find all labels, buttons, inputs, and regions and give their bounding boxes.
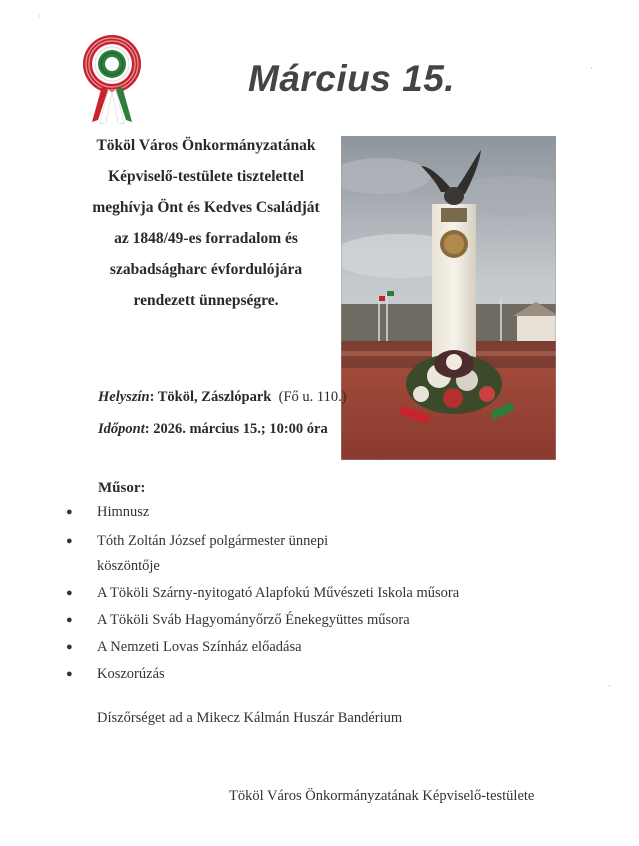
memorial-photo [341, 136, 556, 460]
invitation-line: az 1848/49-es forradalom és [114, 230, 298, 247]
bullet-icon: ● [66, 587, 73, 599]
invitation-line: Tököl Város Önkormányzatának [96, 137, 316, 154]
page-title: Március 15. [248, 58, 456, 99]
location-line: Helyszín: Tököl, Zászlópark (Fő u. 110.) [98, 389, 347, 405]
location-address: (Fő u. 110.) [278, 389, 347, 405]
list-item: ● A Tököli Szárny-nyitogató Alapfokú Művészeti Iskola műsora [62, 581, 459, 606]
location-label: Helyszín [98, 389, 150, 405]
bullet-icon: ● [66, 641, 73, 653]
list-item: ● A Tököli Sváb Hagyományőrző Énekegyüttes műsora [62, 608, 459, 633]
program-list [62, 500, 459, 687]
list-item: köszöntője [97, 558, 160, 574]
time-label: Időpont [98, 421, 145, 437]
bullet-icon: ● [66, 668, 73, 680]
bullet-icon: ● [66, 614, 73, 626]
time-line: Időpont: 2026. március 15.; 10:00 óra [98, 421, 328, 437]
list-item: ● A Nemzeti Lovas Színház előadása [62, 635, 459, 660]
invitation-text [70, 130, 342, 316]
bullet-icon: ● [66, 535, 73, 547]
scan-speck: · [608, 682, 611, 691]
invitation-line: Képviselő-testülete tisztelettel [108, 168, 304, 185]
hungarian-cockade-icon [78, 34, 146, 126]
bullet-icon: ● [66, 506, 73, 518]
list-item: ● Himnusz [62, 500, 459, 525]
invitation-line: szabadságharc évfordulójára [109, 261, 303, 278]
location-value: Tököl, Zászlópark [157, 389, 272, 405]
invitation-line: rendezett ünnepségre. [133, 292, 279, 309]
time-value: 2026. március 15.; 10:00 óra [153, 421, 328, 437]
honor-guard-text: Díszőrséget ad a Mikecz Kálmán Huszár Bandérium [97, 710, 403, 726]
scan-speck: · [590, 64, 593, 73]
program-heading: Műsor: [98, 480, 146, 496]
list-item: ● Tóth Zoltán József polgármester ünnepi [62, 529, 459, 554]
list-item: ● Koszorúzás [62, 662, 459, 687]
invitation-line: meghívja Önt és Kedves Családját [92, 199, 320, 216]
signature: Tököl Város Önkormányzatának Képviselő-testülete [229, 788, 535, 804]
scan-speck: · [38, 12, 41, 21]
